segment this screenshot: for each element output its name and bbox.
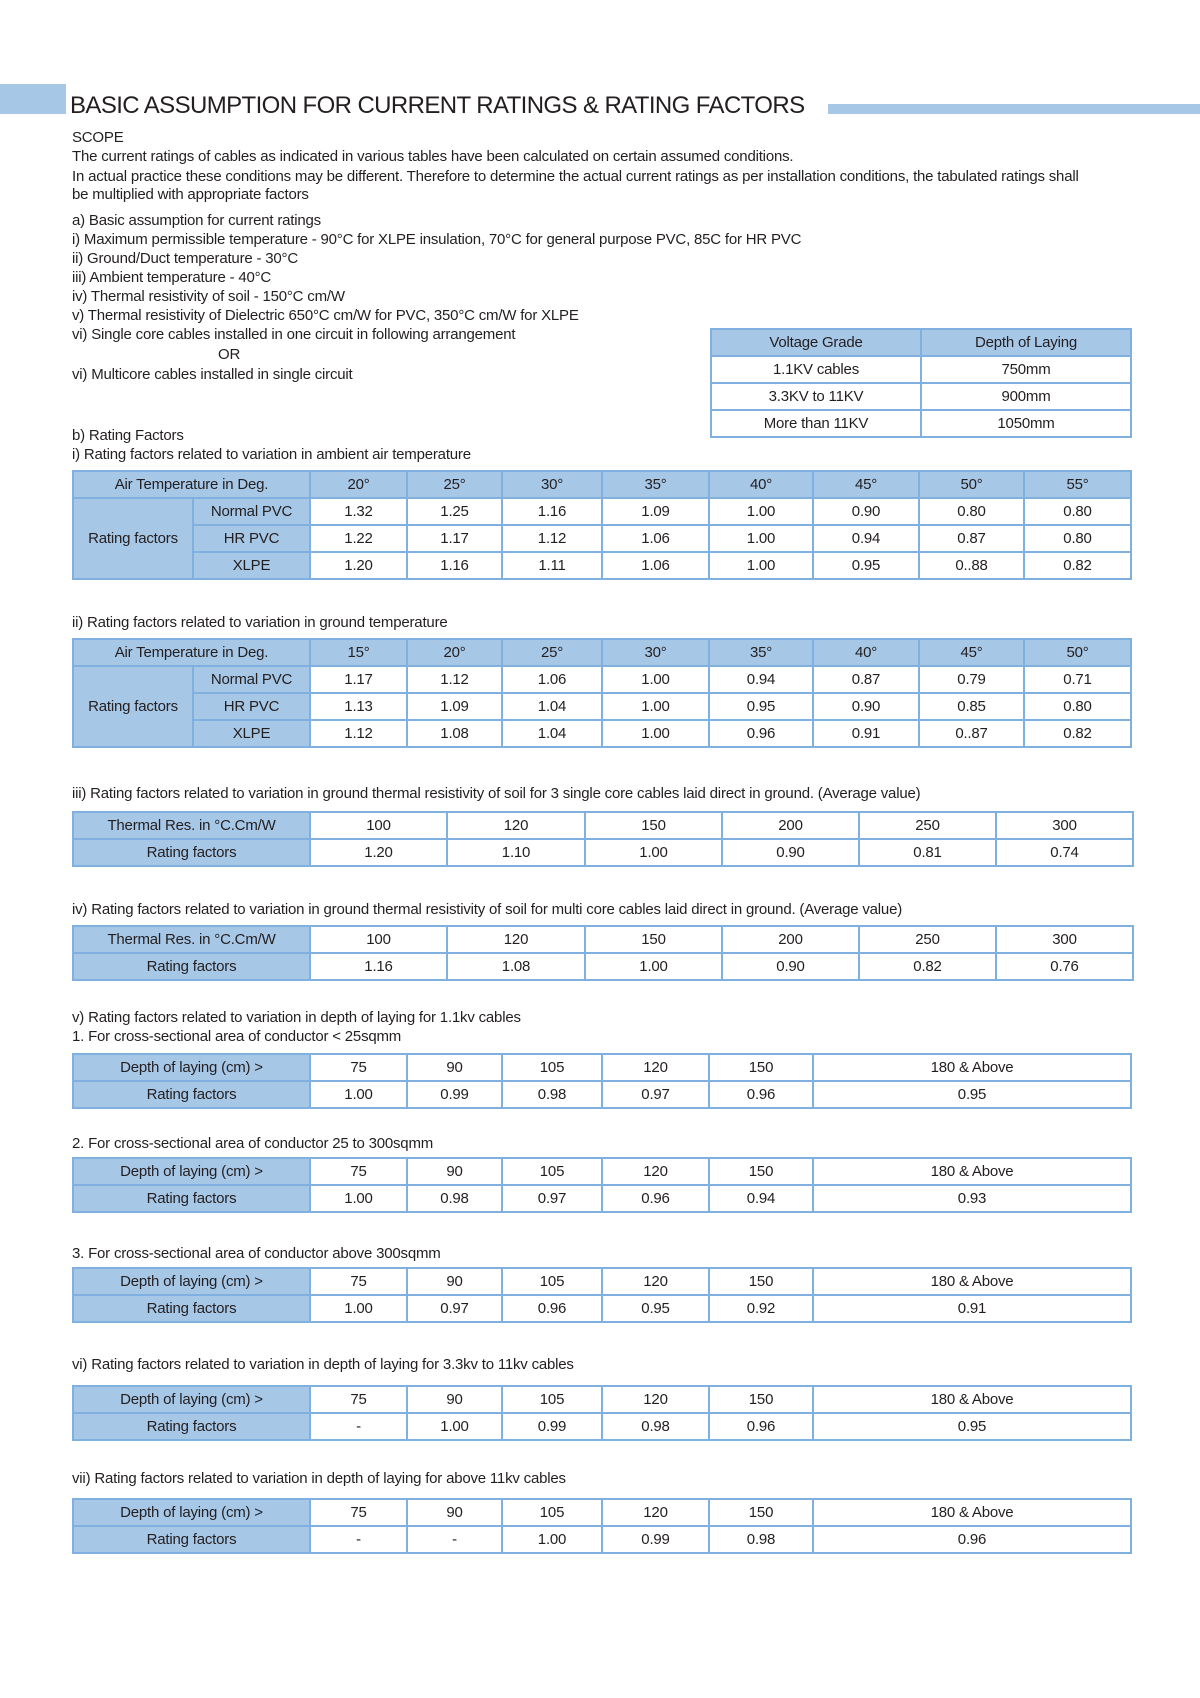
table-cell: 0.80 bbox=[919, 498, 1024, 525]
table-cell: 0.74 bbox=[996, 839, 1133, 866]
table-cell: 105 bbox=[502, 1268, 602, 1295]
table-row-group-label: Rating factors bbox=[73, 666, 193, 747]
table-cell: 90 bbox=[407, 1268, 502, 1295]
table-cell: 0.81 bbox=[859, 839, 996, 866]
scope-line-2: In actual practice these conditions may be different. Therefore to determine the actual current ratings as per installation conditions, the tabulated ratings shall be multiplied with appropriate factors bbox=[72, 168, 1079, 203]
depth-laying-33kv-table bbox=[72, 1385, 1132, 1441]
table-cell: 1.08 bbox=[447, 953, 585, 980]
table-cell: 75 bbox=[310, 1386, 407, 1413]
table-row-label: Rating factors bbox=[73, 953, 310, 980]
table-cell: 120 bbox=[602, 1386, 709, 1413]
table-row-label: Rating factors bbox=[73, 1185, 310, 1212]
table-cell: 0.96 bbox=[602, 1185, 709, 1212]
table-cell: 1.04 bbox=[502, 693, 602, 720]
table-cell: 180 & Above bbox=[813, 1268, 1131, 1295]
table-1-caption: i) Rating factors related to variation in ambient air temperature bbox=[72, 446, 471, 463]
table-header-cell: 50° bbox=[1024, 639, 1131, 666]
table-cell: 0.96 bbox=[709, 1413, 813, 1440]
table-cell: 0.98 bbox=[502, 1081, 602, 1108]
table-cell: 0.80 bbox=[1024, 525, 1131, 552]
table-cell: 0.95 bbox=[709, 693, 813, 720]
table-cell: 750mm bbox=[921, 356, 1131, 383]
table-row-label: Depth of laying (cm) > bbox=[73, 1158, 310, 1185]
table-header-cell: 15° bbox=[310, 639, 407, 666]
table-cell: 0.97 bbox=[602, 1081, 709, 1108]
table-cell: 180 & Above bbox=[813, 1386, 1131, 1413]
rating-factors-heading: b) Rating Factors bbox=[72, 427, 184, 444]
table-cell: 1.09 bbox=[407, 693, 502, 720]
table-cell: 90 bbox=[407, 1158, 502, 1185]
table-cell: 120 bbox=[447, 812, 585, 839]
table-header-cell: 40° bbox=[813, 639, 919, 666]
table-row-label: Rating factors bbox=[73, 1081, 310, 1108]
table-cell: 1.00 bbox=[585, 953, 722, 980]
table-row-label: Normal PVC bbox=[193, 666, 310, 693]
table-5c-caption: 3. For cross-sectional area of conductor above 300sqmm bbox=[72, 1245, 441, 1262]
soil-resistivity-multi-core-table bbox=[72, 925, 1134, 981]
table-header-cell: 45° bbox=[813, 471, 919, 498]
table-cell: 0.95 bbox=[813, 552, 919, 579]
table-cell: 1.00 bbox=[602, 720, 709, 747]
table-cell: 1.00 bbox=[585, 839, 722, 866]
table-cell: 0.95 bbox=[602, 1295, 709, 1322]
table-cell: 0.82 bbox=[859, 953, 996, 980]
table-cell: 0..88 bbox=[919, 552, 1024, 579]
table-cell: 0..87 bbox=[919, 720, 1024, 747]
voltage-depth-table bbox=[710, 328, 1132, 438]
table-cell: 1.11 bbox=[502, 552, 602, 579]
table-cell: 1.00 bbox=[310, 1295, 407, 1322]
table-cell: 150 bbox=[709, 1268, 813, 1295]
table-cell: 1.00 bbox=[310, 1185, 407, 1212]
table-cell: 0.96 bbox=[813, 1526, 1131, 1553]
table-cell: 250 bbox=[859, 926, 996, 953]
table-header-cell: 30° bbox=[502, 471, 602, 498]
table-cell: 1.00 bbox=[310, 1081, 407, 1108]
table-cell: 1.06 bbox=[602, 552, 709, 579]
table-row-label: Depth of laying (cm) > bbox=[73, 1386, 310, 1413]
table-cell: 300 bbox=[996, 926, 1133, 953]
table-cell: 0.90 bbox=[813, 693, 919, 720]
table-row-label: HR PVC bbox=[193, 525, 310, 552]
table-cell: 0.98 bbox=[407, 1185, 502, 1212]
table-cell: 1.20 bbox=[310, 552, 407, 579]
table-cell: 3.3KV to 11KV bbox=[711, 383, 921, 410]
table-cell: 1.08 bbox=[407, 720, 502, 747]
assumption-item: i) Maximum permissible temperature - 90°C for XLPE insulation, 70°C for general purpose PVC, 85C for HR PVC bbox=[72, 231, 802, 248]
table-cell: 75 bbox=[310, 1054, 407, 1081]
table-cell: 180 & Above bbox=[813, 1158, 1131, 1185]
table-cell: - bbox=[310, 1413, 407, 1440]
table-cell: 1.13 bbox=[310, 693, 407, 720]
table-cell: 180 & Above bbox=[813, 1054, 1131, 1081]
table-cell: 120 bbox=[602, 1499, 709, 1526]
header-accent-block bbox=[0, 84, 66, 114]
table-cell: 1.16 bbox=[310, 953, 447, 980]
table-header-cell: 20° bbox=[407, 639, 502, 666]
table-cell: 90 bbox=[407, 1499, 502, 1526]
ground-temperature-table bbox=[72, 638, 1132, 748]
table-cell: 0.93 bbox=[813, 1185, 1131, 1212]
table-cell: 90 bbox=[407, 1386, 502, 1413]
table-4-caption: iv) Rating factors related to variation in ground thermal resistivity of soil for multi core cables laid direct in ground. (Average value) bbox=[72, 901, 903, 918]
table-cell: 250 bbox=[859, 812, 996, 839]
table-cell: 1.12 bbox=[310, 720, 407, 747]
table-cell: 1.1KV cables bbox=[711, 356, 921, 383]
table-cell: 1.06 bbox=[602, 525, 709, 552]
table-cell: 0.99 bbox=[602, 1526, 709, 1553]
table-cell: 0.99 bbox=[407, 1081, 502, 1108]
table-cell: 1.09 bbox=[602, 498, 709, 525]
table-cell: 0.90 bbox=[722, 839, 859, 866]
page-title: BASIC ASSUMPTION FOR CURRENT RATINGS & RATING FACTORS bbox=[70, 92, 805, 119]
table-7-caption: vii) Rating factors related to variation in depth of laying for above 11kv cables bbox=[72, 1470, 566, 1487]
assumption-item: vi) Single core cables installed in one circuit in following arrangement bbox=[72, 326, 516, 343]
table-cell: 0.95 bbox=[813, 1413, 1131, 1440]
table-cell: 105 bbox=[502, 1386, 602, 1413]
table-cell: 0.91 bbox=[813, 1295, 1131, 1322]
table-cell: 0.79 bbox=[919, 666, 1024, 693]
table-row-label: Rating factors bbox=[73, 1526, 310, 1553]
table-row-label: XLPE bbox=[193, 720, 310, 747]
table-cell: 0.92 bbox=[709, 1295, 813, 1322]
table-header-cell: 50° bbox=[919, 471, 1024, 498]
table-cell: 0.71 bbox=[1024, 666, 1131, 693]
table-row-label: XLPE bbox=[193, 552, 310, 579]
table-cell: 0.82 bbox=[1024, 552, 1131, 579]
table-cell: 0.99 bbox=[502, 1413, 602, 1440]
table-cell: 1.00 bbox=[709, 525, 813, 552]
table-cell: 0.97 bbox=[407, 1295, 502, 1322]
table-cell: - bbox=[310, 1526, 407, 1553]
depth-laying-above-11kv-table bbox=[72, 1498, 1132, 1554]
table-cell: 1.12 bbox=[407, 666, 502, 693]
table-cell: 1.00 bbox=[709, 498, 813, 525]
table-row-label: Depth of laying (cm) > bbox=[73, 1268, 310, 1295]
or-separator: OR bbox=[218, 346, 241, 363]
table-cell: 150 bbox=[709, 1499, 813, 1526]
table-header-cell: Air Temperature in Deg. bbox=[73, 471, 310, 498]
table-cell: 105 bbox=[502, 1054, 602, 1081]
table-cell: 1.12 bbox=[502, 525, 602, 552]
table-cell: 0.91 bbox=[813, 720, 919, 747]
table-header-cell: Air Temperature in Deg. bbox=[73, 639, 310, 666]
assumption-item: iv) Thermal resistivity of soil - 150°C cm/W bbox=[72, 288, 345, 305]
table-row-label: Rating factors bbox=[73, 1413, 310, 1440]
table-cell: 0.85 bbox=[919, 693, 1024, 720]
table-header-cell: Voltage Grade bbox=[711, 329, 921, 356]
table-header-cell: 45° bbox=[919, 639, 1024, 666]
table-cell: 150 bbox=[709, 1054, 813, 1081]
table-cell: 0.90 bbox=[813, 498, 919, 525]
table-header-cell: 40° bbox=[709, 471, 813, 498]
table-cell: 0.96 bbox=[709, 1081, 813, 1108]
table-cell: 0.95 bbox=[813, 1081, 1131, 1108]
depth-laying-25-300-table bbox=[72, 1157, 1132, 1213]
table-cell: 1.17 bbox=[310, 666, 407, 693]
table-cell: 0.96 bbox=[709, 720, 813, 747]
depth-laying-lt25-table bbox=[72, 1053, 1132, 1109]
table-cell: 105 bbox=[502, 1158, 602, 1185]
multicore-item: vi) Multicore cables installed in single circuit bbox=[72, 366, 353, 383]
table-cell: 1050mm bbox=[921, 410, 1131, 437]
table-5a-caption: 1. For cross-sectional area of conductor < 25sqmm bbox=[72, 1028, 402, 1045]
scope-heading: SCOPE bbox=[72, 129, 124, 146]
table-header-cell: 35° bbox=[602, 471, 709, 498]
scope-line-1: The current ratings of cables as indicated in various tables have been calculated on certain assumed conditions. bbox=[72, 148, 794, 165]
table-cell: 75 bbox=[310, 1268, 407, 1295]
table-cell: 200 bbox=[722, 812, 859, 839]
table-cell: 900mm bbox=[921, 383, 1131, 410]
table-cell: 150 bbox=[585, 926, 722, 953]
table-cell: 0.90 bbox=[722, 953, 859, 980]
assumption-item: iii) Ambient temperature - 40°C bbox=[72, 269, 272, 286]
table-cell: 0.82 bbox=[1024, 720, 1131, 747]
table-cell: 90 bbox=[407, 1054, 502, 1081]
depth-laying-gt300-table bbox=[72, 1267, 1132, 1323]
table-row-label: Thermal Res. in °C.Cm/W bbox=[73, 926, 310, 953]
assumption-item: v) Thermal resistivity of Dielectric 650°C cm/W for PVC, 350°C cm/W for XLPE bbox=[72, 307, 579, 324]
table-cell: 180 & Above bbox=[813, 1499, 1131, 1526]
table-cell: 120 bbox=[447, 926, 585, 953]
table-cell: 1.32 bbox=[310, 498, 407, 525]
table-cell: More than 11KV bbox=[711, 410, 921, 437]
header-accent-rule bbox=[828, 104, 1200, 114]
table-cell: 120 bbox=[602, 1158, 709, 1185]
table-header-cell: Depth of Laying bbox=[921, 329, 1131, 356]
table-cell: 1.04 bbox=[502, 720, 602, 747]
table-cell: 300 bbox=[996, 812, 1133, 839]
assumption-item: ii) Ground/Duct temperature - 30°C bbox=[72, 250, 298, 267]
table-row-label: Depth of laying (cm) > bbox=[73, 1054, 310, 1081]
table-cell: 0.94 bbox=[813, 525, 919, 552]
table-cell: 1.00 bbox=[502, 1526, 602, 1553]
table-row-label: Thermal Res. in °C.Cm/W bbox=[73, 812, 310, 839]
table-cell: 200 bbox=[722, 926, 859, 953]
assumptions-heading: a) Basic assumption for current ratings bbox=[72, 212, 321, 229]
table-cell: 75 bbox=[310, 1499, 407, 1526]
table-header-cell: 55° bbox=[1024, 471, 1131, 498]
table-cell: 1.20 bbox=[310, 839, 447, 866]
table-5-intro: v) Rating factors related to variation in depth of laying for 1.1kv cables bbox=[72, 1009, 521, 1026]
table-cell: 0.87 bbox=[813, 666, 919, 693]
table-cell: 0.97 bbox=[502, 1185, 602, 1212]
table-cell: 1.10 bbox=[447, 839, 585, 866]
table-5b-caption: 2. For cross-sectional area of conductor 25 to 300sqmm bbox=[72, 1135, 434, 1152]
table-header-cell: 25° bbox=[407, 471, 502, 498]
table-cell: 1.00 bbox=[407, 1413, 502, 1440]
table-2-caption: ii) Rating factors related to variation in ground temperature bbox=[72, 614, 448, 631]
table-row-label: HR PVC bbox=[193, 693, 310, 720]
table-header-cell: 35° bbox=[709, 639, 813, 666]
table-3-caption: iii) Rating factors related to variation in ground thermal resistivity of soil for 3 single core cables laid direct in ground. (Average value) bbox=[72, 785, 921, 802]
table-row-label: Rating factors bbox=[73, 839, 310, 866]
table-header-cell: 30° bbox=[602, 639, 709, 666]
table-cell: 100 bbox=[310, 812, 447, 839]
table-cell: - bbox=[407, 1526, 502, 1553]
table-cell: 105 bbox=[502, 1499, 602, 1526]
table-cell: 1.16 bbox=[502, 498, 602, 525]
table-cell: 120 bbox=[602, 1268, 709, 1295]
table-cell: 150 bbox=[585, 812, 722, 839]
table-cell: 1.00 bbox=[709, 552, 813, 579]
table-cell: 120 bbox=[602, 1054, 709, 1081]
table-row-label: Normal PVC bbox=[193, 498, 310, 525]
table-cell: 0.94 bbox=[709, 1185, 813, 1212]
table-header-cell: 25° bbox=[502, 639, 602, 666]
table-cell: 0.98 bbox=[709, 1526, 813, 1553]
table-cell: 0.98 bbox=[602, 1413, 709, 1440]
table-row-group-label: Rating factors bbox=[73, 498, 193, 579]
table-cell: 1.16 bbox=[407, 552, 502, 579]
ambient-air-temperature-table bbox=[72, 470, 1132, 580]
table-cell: 1.06 bbox=[502, 666, 602, 693]
table-cell: 1.00 bbox=[602, 693, 709, 720]
table-cell: 0.76 bbox=[996, 953, 1133, 980]
table-cell: 75 bbox=[310, 1158, 407, 1185]
table-cell: 100 bbox=[310, 926, 447, 953]
soil-resistivity-single-core-table bbox=[72, 811, 1134, 867]
table-row-label: Rating factors bbox=[73, 1295, 310, 1322]
table-cell: 0.80 bbox=[1024, 693, 1131, 720]
table-row-label: Depth of laying (cm) > bbox=[73, 1499, 310, 1526]
table-6-caption: vi) Rating factors related to variation in depth of laying for 3.3kv to 11kv cables bbox=[72, 1356, 574, 1373]
table-cell: 0.96 bbox=[502, 1295, 602, 1322]
table-cell: 1.22 bbox=[310, 525, 407, 552]
table-cell: 150 bbox=[709, 1386, 813, 1413]
table-header-cell: 20° bbox=[310, 471, 407, 498]
table-cell: 150 bbox=[709, 1158, 813, 1185]
table-cell: 0.80 bbox=[1024, 498, 1131, 525]
table-cell: 1.00 bbox=[602, 666, 709, 693]
table-cell: 1.25 bbox=[407, 498, 502, 525]
table-cell: 0.87 bbox=[919, 525, 1024, 552]
table-cell: 1.17 bbox=[407, 525, 502, 552]
table-cell: 0.94 bbox=[709, 666, 813, 693]
